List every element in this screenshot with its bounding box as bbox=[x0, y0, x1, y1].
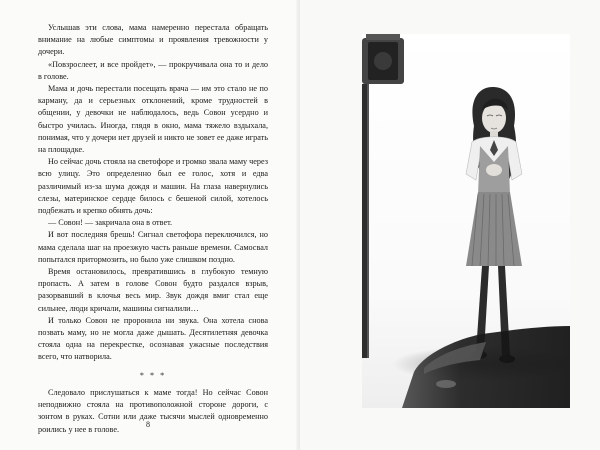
paragraph: Следовало прислушаться к маме тогда! Но сейчас Совон неподвижно стояла на противоположной стороне дороги, с зонтом в руках. Сотни или даже тысячи мыслей одновременно роились у нее в голове. bbox=[38, 387, 268, 434]
page-number: 8 bbox=[146, 420, 150, 429]
paragraph: Мама и дочь перестали посещать врача — им это стало не по карману, да и серьезных отклонений, кроме трудностей в общении, у девочки не наблюдалось, ведь Совон усердно и быстро училась. Иногда, глядя в окно, мама тяжело вздыхала, понимая, что у дочери нет друзей и никто не зовет ее даже играть на площадке. bbox=[38, 84, 268, 155]
text-column bbox=[38, 22, 268, 436]
right-page bbox=[300, 0, 600, 450]
traffic-light bbox=[362, 34, 404, 84]
paragraph: — Совон! — закричала она в ответ. bbox=[48, 218, 173, 228]
paragraph: Услышав эти слова, мама намеренно перестала обращать внимание на любые симптомы и проявления тревожности у дочери. bbox=[38, 23, 268, 57]
paragraph: Но сейчас дочь стояла на светофоре и громко звала маму через всю улицу. Это определенно был ее голос, хотя и едва различимый из-за шума дождя и машин. На глаза навернулись слезы, материнское сердце билось с бешеной силой, хотелось подбежать и крепко обнять дочь: bbox=[38, 157, 268, 216]
section-separator: * * * bbox=[139, 370, 167, 380]
paragraph: И только Совон не проронила ни звука. Она хотела снова позвать маму, но не могла даже дышать. Десятилетняя девочка стояла одна на перекрестке, осознавая ужасные последствия всего, что натворила. bbox=[38, 315, 268, 362]
paragraph: «Повзрослеет, и все пройдет», — прокручивала она то и дело в голове. bbox=[38, 59, 268, 81]
paragraph: Время остановилось, превратившись в глубокую темную пропасть. А затем в голове Совон будто раздался взрыв, разорвавший в клочья весь мир. Звук дождя вмиг стал еще сильнее, люди кричали, машины сигналили… bbox=[38, 267, 268, 313]
illustration bbox=[362, 34, 570, 408]
paragraph: И вот последняя брешь! Сигнал светофора переключился, но мама сделала шаг на проезжую часть раньше времени. Самосвал попытался притормозить, но было уже слишком поздно. bbox=[38, 230, 268, 264]
